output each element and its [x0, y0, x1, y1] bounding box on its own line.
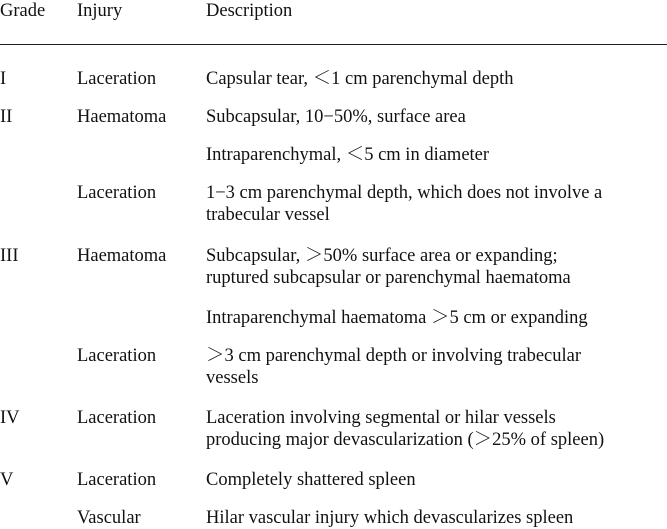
description-cell [206, 144, 667, 166]
description-line: Subcapsular, ＞50% surface area or expanding; [206, 246, 558, 266]
description-cell [206, 182, 667, 226]
description-cell [206, 307, 667, 329]
description-line: ruptured subcapsular or parenchymal haematoma [206, 268, 571, 288]
description-cell [206, 469, 667, 491]
injury-cell: Haematoma [77, 246, 167, 266]
description-line: Capsular tear, ＜1 cm parenchymal depth [206, 69, 514, 89]
description-cell [206, 68, 667, 90]
description-cell [206, 245, 667, 289]
injury-cell: Laceration [77, 470, 157, 490]
grade-cell: V [0, 470, 14, 490]
description-line: 1−3 cm parenchymal depth, which does not involve a [206, 183, 603, 203]
grade-cell: II [0, 107, 13, 127]
description-line: trabecular vessel [206, 205, 330, 225]
header-divider [0, 44, 667, 45]
description-cell [206, 106, 667, 128]
injury-cell: Laceration [77, 408, 157, 428]
description-cell [206, 345, 667, 389]
header-grade: Grade [0, 1, 46, 21]
description-line: Completely shattered spleen [206, 470, 416, 490]
injury-cell: Laceration [77, 69, 157, 89]
injury-cell: Haematoma [77, 107, 167, 127]
injury-cell: Vascular [77, 508, 141, 528]
grade-cell: I [0, 69, 7, 89]
grade-cell: IV [0, 408, 20, 428]
table-header [0, 0, 667, 22]
grade-cell: III [0, 246, 19, 266]
description-line: Hilar vascular injury which devascularizes spleen [206, 508, 574, 528]
description-line: vessels [206, 368, 259, 388]
description-line: Intraparenchymal, ＜5 cm in diameter [206, 145, 490, 165]
header-injury: Injury [77, 1, 123, 21]
description-line: Subcapsular, 10−50%, surface area [206, 107, 466, 127]
description-line: Intraparenchymal haematoma ＞5 cm or expanding [206, 308, 588, 328]
description-line: producing major devascularization (＞25% of spleen) [206, 430, 605, 450]
description-line: ＞3 cm parenchymal depth or involving trabecular [206, 346, 582, 366]
injury-cell: Laceration [77, 346, 157, 366]
description-line: Laceration involving segmental or hilar vessels [206, 408, 556, 428]
injury-cell: Laceration [77, 183, 157, 203]
description-cell [206, 507, 667, 529]
header-description: Description [206, 1, 293, 21]
description-cell [206, 407, 667, 451]
